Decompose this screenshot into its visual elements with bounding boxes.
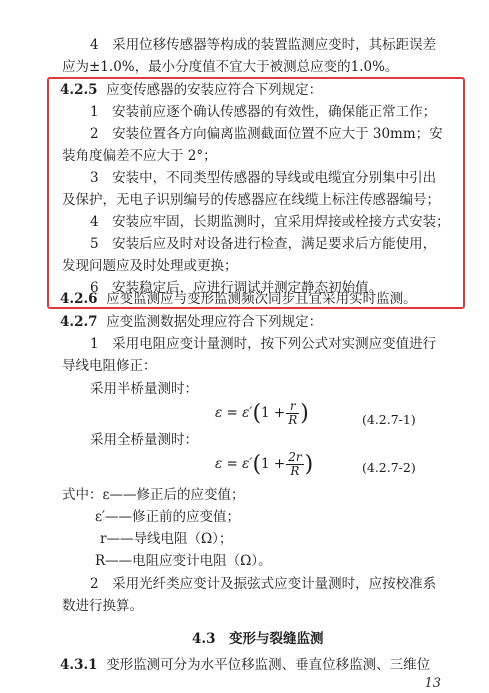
text-line: 4 采用位移传感器等构成的装置监测应变时，其标距误差 (90, 37, 437, 53)
list-item: 2 安装位置各方向偏离监测截面位置不应大于 30mm；安 (90, 126, 443, 142)
fraction-numerator: r (286, 400, 299, 414)
fraction-numerator: 2r (288, 450, 302, 464)
list-item: 6 安装稳定后，应进行调试并测定静态初始值。 (90, 280, 383, 296)
list-item: 2 采用光纤类应变计及振弦式应变计量测时，应按校准系 (90, 576, 437, 592)
clause-number: 4.2.7 (60, 314, 98, 330)
variable-definition: ε′——修正前的应变值； (95, 509, 241, 525)
clause-4-2-6 (60, 290, 417, 308)
text-line: 应为±1.0%，最小分度值不宜大于被测总应变的1.0%。 (62, 59, 399, 75)
section-heading: 4.3 变形与裂缝监测 (192, 631, 324, 647)
page-number: 13 (424, 676, 441, 691)
clause-4-2-5 (60, 81, 322, 99)
list-item: 1 安装前应逐个确认传感器的有效性，确保能正常工作； (90, 104, 437, 120)
clause-text: 应变传感器的安装应符合下列规定： (106, 82, 323, 98)
list-item: 4 安装应牢固，长期监测时，宜采用焊接或栓接方式安装； (90, 214, 450, 230)
text-line: 及保护，无电子识别编号的传感器应在线缆上标注传感器编号； (62, 192, 440, 208)
list-item: 1 采用电阻应变计量测时，按下列公式对实测应变值进行 (90, 336, 437, 352)
clause-4-3-1 (60, 656, 430, 674)
clause-number: 4.3.1 (60, 657, 98, 673)
clause-number: 4.2.5 (60, 82, 98, 98)
clause-4-2-7 (60, 313, 322, 331)
text-line: 采用半桥量测时： (90, 381, 198, 397)
equation-number: (4.2.7-2) (362, 460, 416, 475)
text-line: 数进行换算。 (62, 598, 143, 614)
clause-number: 4.2.6 (60, 291, 98, 307)
clause-text: 变形监测可分为水平位移监测、垂直位移监测、三维位 (106, 657, 431, 673)
fraction-denominator: R (290, 464, 300, 478)
variable-definition: R——电阻应变计电阻（Ω）。 (95, 553, 272, 569)
variable-definition: r——导线电阻（Ω）； (100, 531, 233, 547)
text-line: 采用全桥量测时： (90, 432, 198, 448)
variable-definition: 式中：ε——修正后的应变值； (62, 487, 245, 503)
clause-text: 应变监测数据处理应符合下列规定： (106, 314, 323, 330)
clause-text: 应变监测应与变形监测频次同步且宜采用实时监测。 (106, 291, 417, 307)
fraction-denominator: R (288, 413, 298, 427)
text-line: 发现问题应及时处理或更换； (62, 258, 238, 274)
list-item: 5 安装后应及时对设备进行检查，满足要求后方能使用， (90, 236, 437, 252)
text-line: 导线电阻修正： (62, 358, 157, 374)
equation-number: (4.2.7-1) (362, 412, 416, 427)
list-item: 3 安装中，不同类型传感器的导线或电缆宜分别集中引出 (90, 170, 437, 186)
equation-2: ε = ε′(1 + $\frac{2r}{R}$ ) (215, 450, 314, 478)
equation-1: ε = ε′(1 + $\frac{r}{R}$ ) (215, 399, 309, 427)
text-line: 装角度偏差不应大于 2°； (62, 148, 217, 164)
